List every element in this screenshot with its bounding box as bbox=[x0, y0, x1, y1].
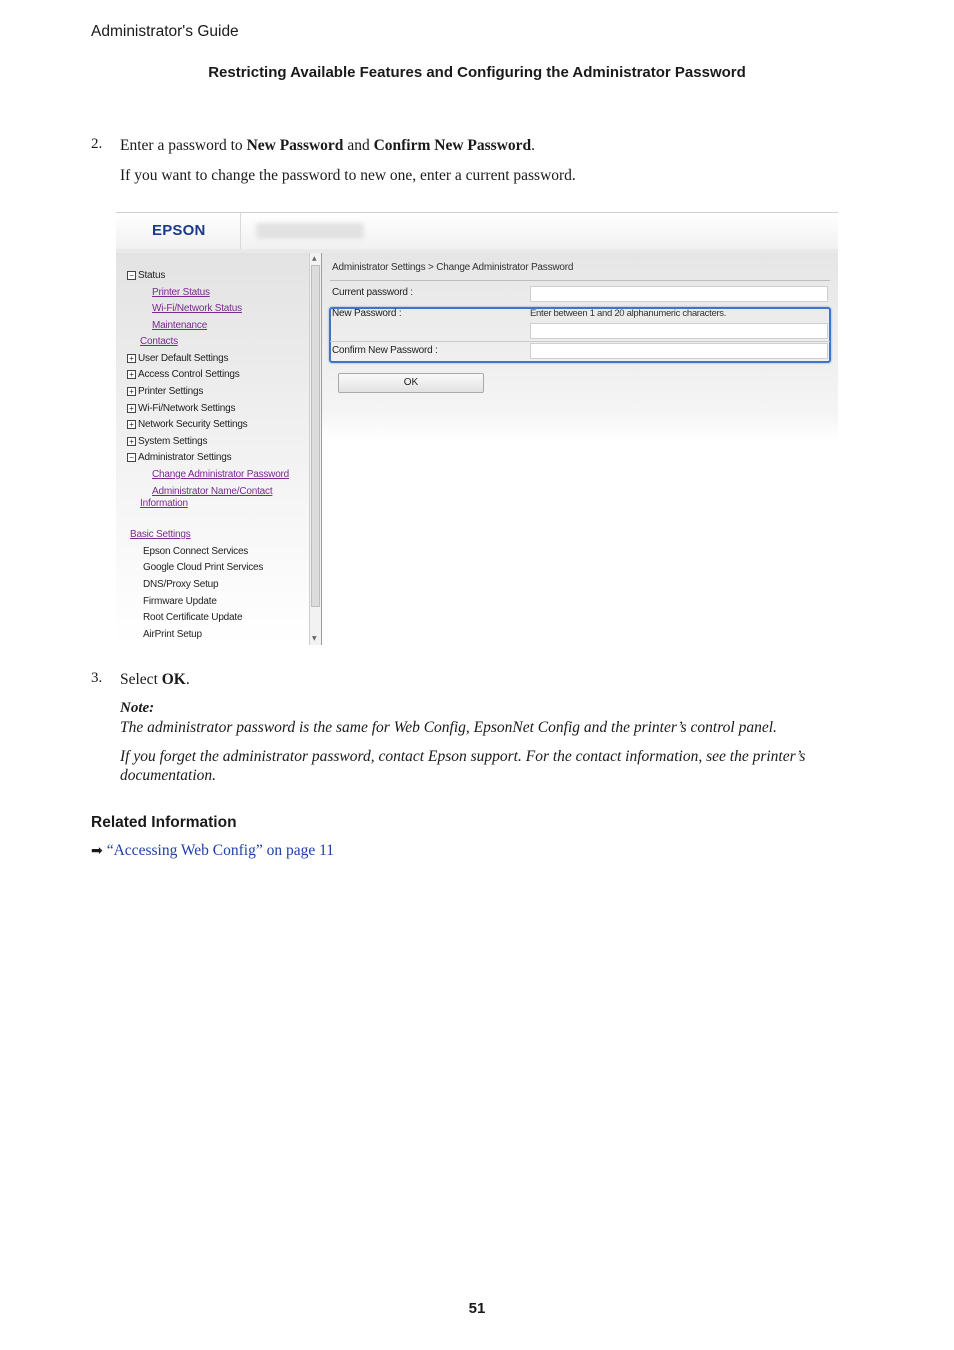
scroll-down-icon[interactable]: ▼ bbox=[312, 635, 317, 642]
new-password-label: New Password : bbox=[332, 308, 402, 319]
sidebar-item-network-security[interactable] bbox=[127, 419, 248, 430]
arrow-right-icon: ➡ bbox=[91, 843, 103, 859]
expand-icon[interactable]: + bbox=[127, 387, 136, 396]
web-config-screenshot bbox=[116, 212, 838, 645]
sidebar-item-label: System Settings bbox=[138, 436, 208, 447]
sidebar-item-label: Access Control Settings bbox=[138, 369, 240, 380]
blurred-model-name bbox=[256, 223, 364, 239]
sidebar-item-label: Administrator Settings bbox=[138, 452, 232, 463]
sidebar-item-user-default[interactable] bbox=[127, 353, 228, 364]
sidebar-link-change-admin-password[interactable]: Change Administrator Password bbox=[152, 469, 290, 480]
related-link-row bbox=[91, 842, 334, 860]
step-2-bold-new-password: New Password bbox=[246, 137, 344, 154]
running-header: Administrator's Guide bbox=[91, 23, 239, 40]
sidebar-item-access-control[interactable] bbox=[127, 369, 240, 380]
step-3-text bbox=[120, 670, 190, 690]
step-2-subtext: If you want to change the password to new one, enter a current password. bbox=[120, 167, 576, 184]
breadcrumb-divider bbox=[330, 280, 830, 281]
expand-icon[interactable]: + bbox=[127, 370, 136, 379]
sidebar-item-admin-settings[interactable] bbox=[127, 452, 231, 463]
confirm-password-input[interactable] bbox=[530, 343, 828, 359]
section-title: Restricting Available Features and Configuring the Administrator Password bbox=[208, 64, 746, 81]
sidebar-item-label: Printer Settings bbox=[138, 386, 204, 397]
new-password-hint: Enter between 1 and 20 alphanumeric characters. bbox=[530, 308, 727, 319]
expand-icon[interactable]: + bbox=[127, 420, 136, 429]
current-password-label: Current password : bbox=[332, 287, 413, 298]
current-password-input[interactable] bbox=[530, 286, 828, 302]
sidebar-item-status[interactable] bbox=[127, 270, 165, 281]
note-line-1: The administrator password is the same for Web Config, EpsonNet Config and the printer’s control panel. bbox=[120, 719, 777, 736]
sidebar-link-admin-name-contact[interactable]: Administrator Name/Contact bbox=[152, 486, 273, 497]
step-3-number: 3. bbox=[91, 670, 103, 686]
step-3-text-b: . bbox=[185, 671, 190, 688]
sidebar-link-contacts[interactable]: Contacts bbox=[140, 336, 178, 347]
step-3-bold-ok: OK bbox=[161, 671, 186, 688]
sidebar bbox=[116, 253, 309, 645]
step-2-text-c: . bbox=[531, 137, 536, 154]
collapse-icon[interactable]: − bbox=[127, 271, 136, 280]
sidebar-item-google-cloud[interactable]: Google Cloud Print Services bbox=[143, 562, 264, 573]
scrollbar-thumb[interactable] bbox=[311, 265, 320, 607]
sidebar-link-wifi-status[interactable]: Wi-Fi/Network Status bbox=[152, 303, 242, 314]
note-line-2b: documentation. bbox=[120, 767, 216, 784]
note-line-2a: If you forget the administrator password, contact Epson support. For the contact information, see the printer’s bbox=[120, 748, 806, 765]
expand-icon[interactable]: + bbox=[127, 404, 136, 413]
sidebar-link-basic-settings[interactable]: Basic Settings bbox=[130, 529, 191, 540]
accessing-web-config-link[interactable]: “Accessing Web Config” on page 11 bbox=[106, 842, 335, 859]
sidebar-item-firmware-update[interactable]: Firmware Update bbox=[143, 596, 217, 607]
step-2-text-b: and bbox=[343, 137, 374, 154]
related-information-title: Related Information bbox=[91, 814, 237, 831]
row-divider bbox=[330, 341, 830, 342]
sidebar-item-dns-proxy[interactable]: DNS/Proxy Setup bbox=[143, 579, 219, 590]
sidebar-link-maintenance[interactable]: Maintenance bbox=[152, 320, 208, 331]
sidebar-item-label: User Default Settings bbox=[138, 353, 229, 364]
sidebar-item-system-settings[interactable] bbox=[127, 436, 207, 447]
sidebar-item-label: Network Security Settings bbox=[138, 419, 248, 430]
header-divider bbox=[240, 213, 241, 249]
main-panel bbox=[322, 253, 838, 645]
sidebar-item-wifi-settings[interactable] bbox=[127, 403, 235, 414]
sidebar-link-printer-status[interactable]: Printer Status bbox=[152, 287, 210, 298]
web-config-header bbox=[116, 213, 838, 250]
new-password-input[interactable] bbox=[530, 323, 828, 339]
sidebar-link-admin-name-contact-info[interactable]: Information bbox=[140, 498, 188, 509]
collapse-icon[interactable]: − bbox=[127, 453, 136, 462]
epson-logo: EPSON bbox=[152, 222, 206, 239]
expand-icon[interactable]: + bbox=[127, 437, 136, 446]
step-2-text-a: Enter a password to bbox=[120, 137, 247, 154]
step-2-text bbox=[120, 136, 535, 156]
note-title: Note: bbox=[120, 700, 155, 716]
sidebar-item-airprint[interactable]: AirPrint Setup bbox=[143, 629, 202, 640]
page-number: 51 bbox=[468, 1300, 486, 1317]
sidebar-item-printer-settings[interactable] bbox=[127, 386, 203, 397]
sidebar-item-label: Wi-Fi/Network Settings bbox=[138, 403, 236, 414]
step-3-text-a: Select bbox=[120, 671, 162, 688]
expand-icon[interactable]: + bbox=[127, 354, 136, 363]
sidebar-scrollbar[interactable] bbox=[309, 253, 321, 645]
sidebar-item-epson-connect[interactable]: Epson Connect Services bbox=[143, 546, 249, 557]
step-2-number: 2. bbox=[91, 136, 103, 152]
step-2-bold-confirm-password: Confirm New Password bbox=[373, 137, 532, 154]
breadcrumb: Administrator Settings > Change Administrator Password bbox=[332, 262, 574, 273]
scroll-up-icon[interactable]: ▲ bbox=[312, 255, 317, 262]
confirm-password-label: Confirm New Password : bbox=[332, 345, 438, 356]
ok-button[interactable]: OK bbox=[338, 373, 484, 393]
sidebar-item-root-cert[interactable]: Root Certificate Update bbox=[143, 612, 243, 623]
sidebar-item-status-label: Status bbox=[138, 270, 166, 281]
